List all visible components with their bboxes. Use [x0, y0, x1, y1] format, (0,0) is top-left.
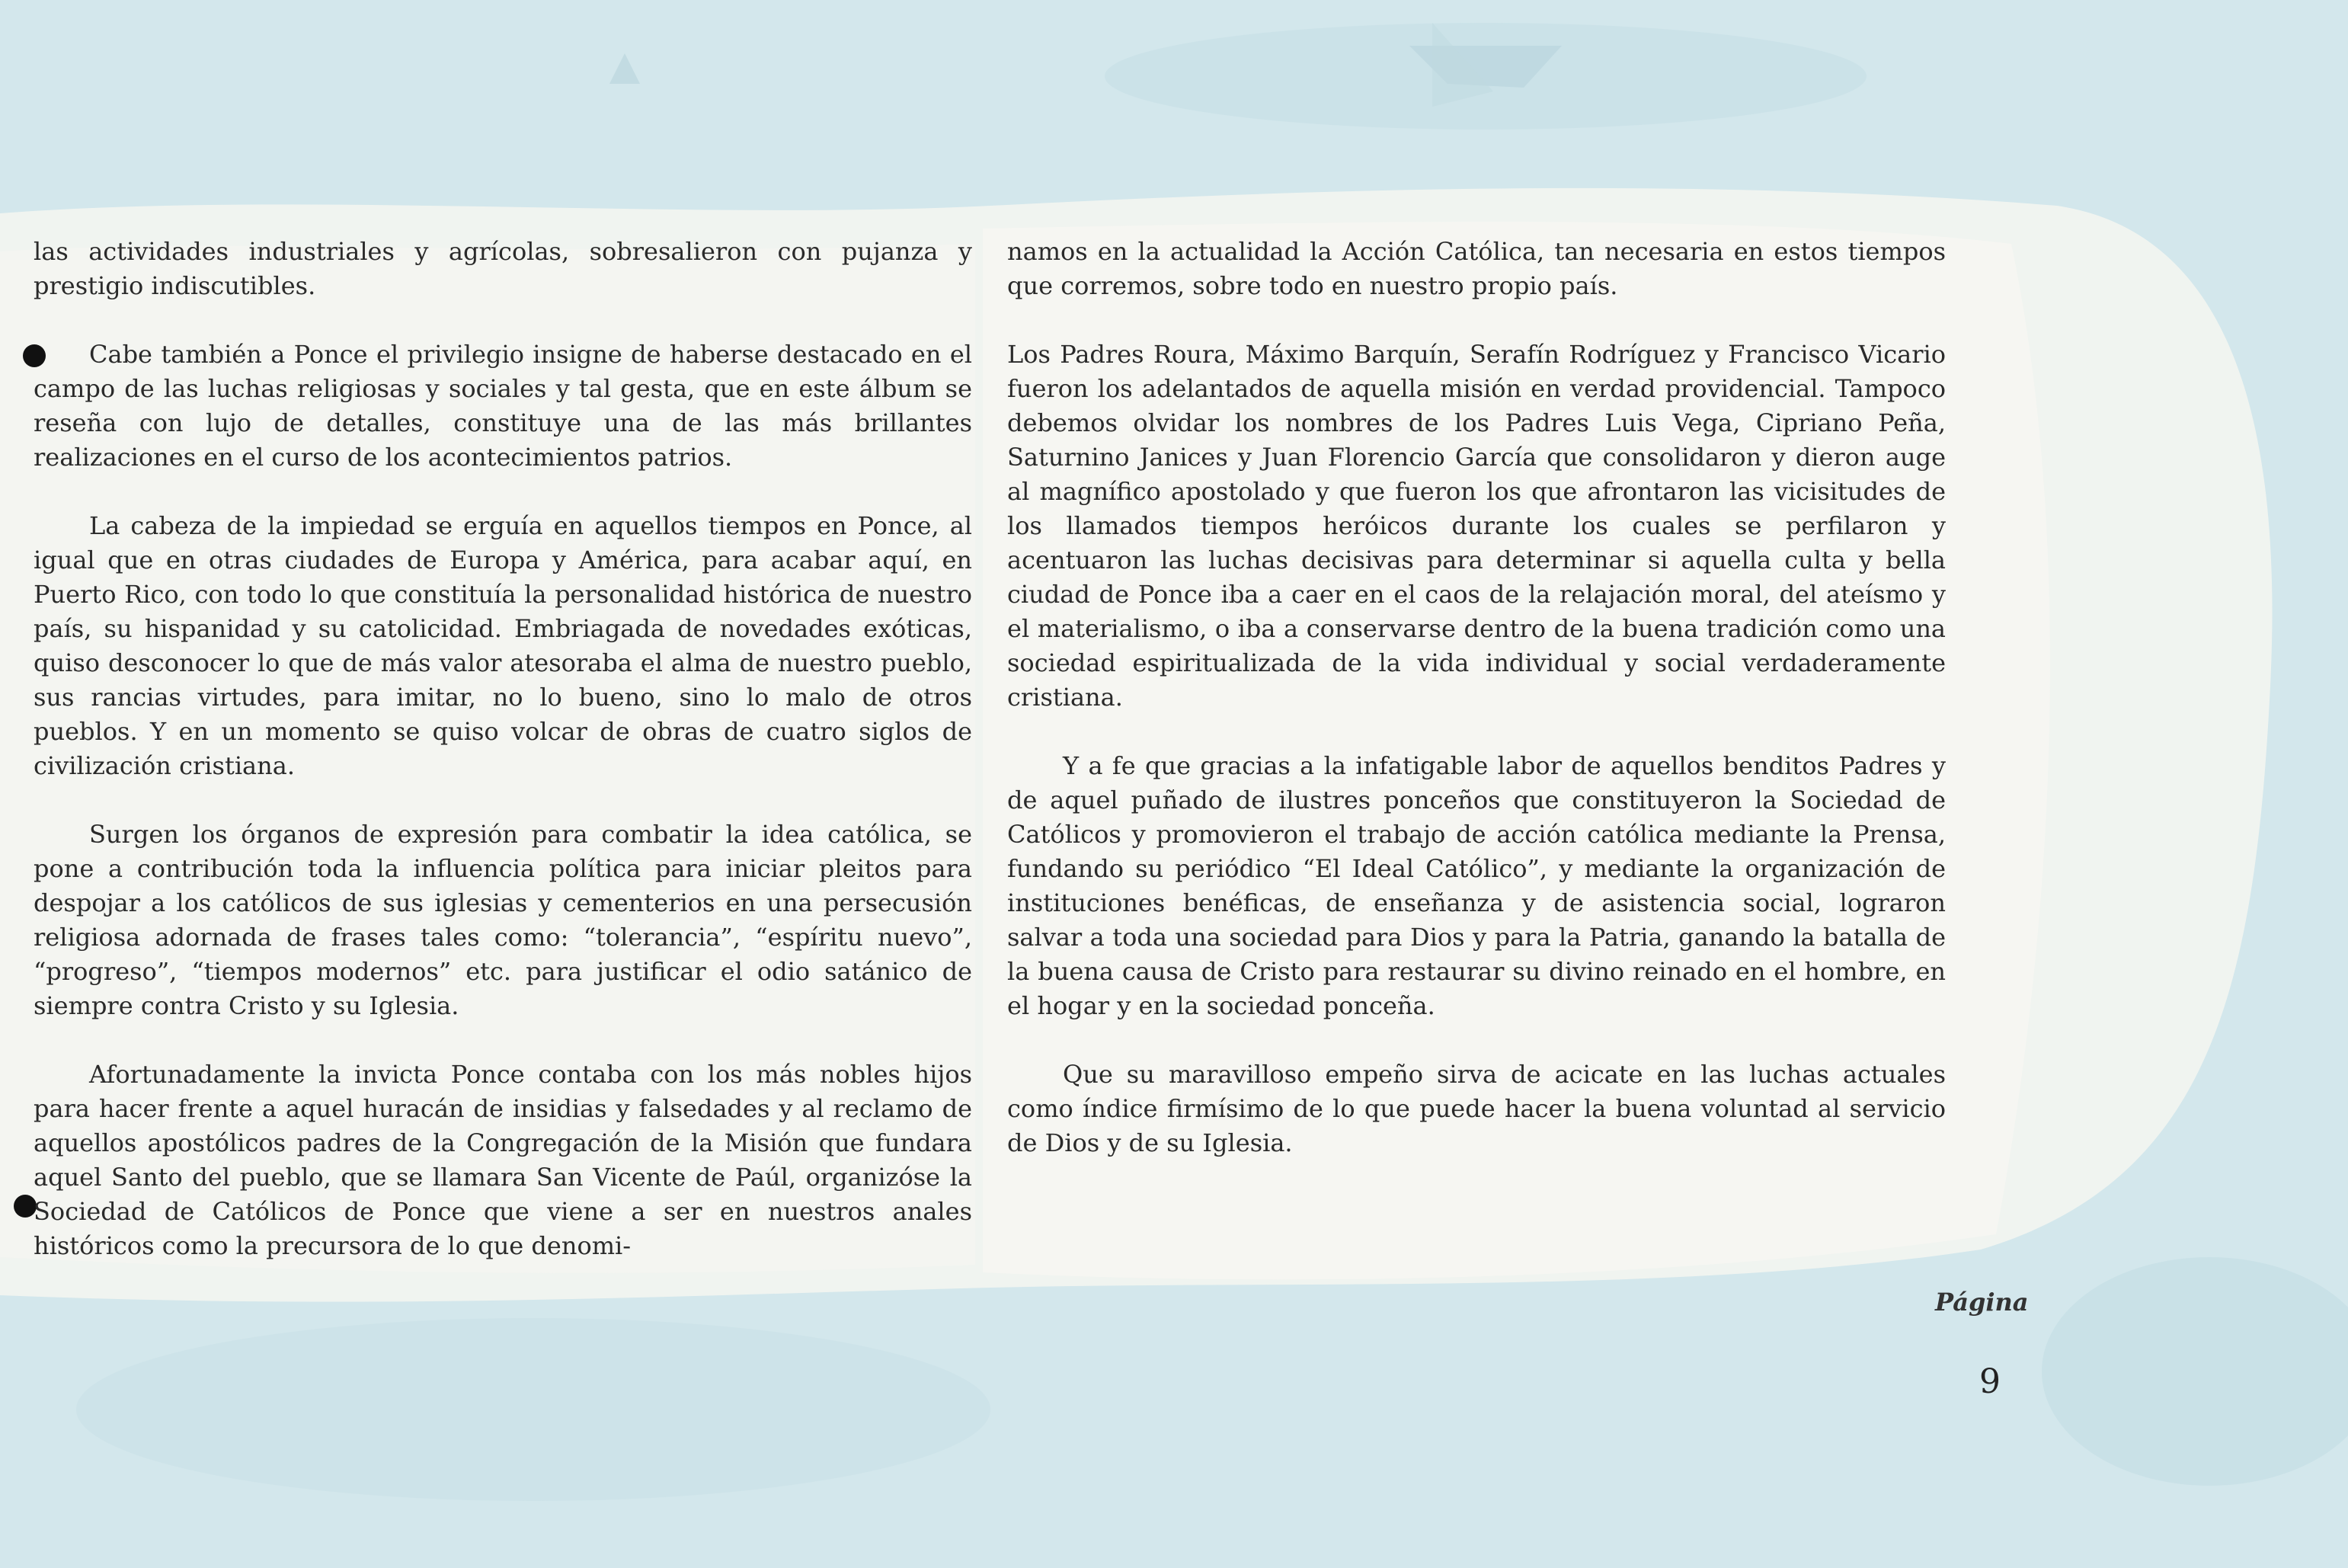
paragraph: Que su maravilloso empeño sirva de acicate en las luchas actuales como índice firmísimo de lo que puede hacer la buena voluntad al servicio de Dios y de su Iglesia.	[1007, 1060, 1946, 1157]
paragraph: las actividades industriales y agrícolas, sobresalieron con pujanza y prestigio indiscutibles.	[34, 237, 972, 300]
right-text-column	[1007, 235, 1946, 1195]
left-text-column	[34, 235, 972, 1298]
paragraph: Los Padres Roura, Máximo Barquín, Serafín Rodríguez y Francisco Vicario fueron los adelantados de aquella misión en verdad providencial. Tampoco debemos olvidar los nombres de los Padres Luis Vega, Cipriano Peña, Saturnino Janices y Juan Florencio García que consolidaron y dieron auge al magnífico apostolado y que fueron los que afrontaron las vicisitudes de los llamados tiempos heróicos durante los cuales se perfilaron y acentuaron las luchas decisivas para determinar si aquella culta y bella ciudad de Ponce iba a caer en el caos de la relajación moral, del ateísmo y el materialismo, o iba a conservarse dentro de la buena tradición como una sociedad espiritualizada de la vida individual y social verdaderamente cristiana.	[1007, 340, 1946, 712]
paragraph: Afortunadamente la invicta Ponce contaba con los más nobles hijos para hacer frente a aquel huracán de insidias y falsedades y al reclamo de aquellos apostólicos padres de la Congregación de la Misión que fundara aquel Santo del pueblo, que se llamara San Vicente de Paúl, organizóse la Sociedad de Católicos de Ponce que viene a ser en nuestros anales históricos como la precursora de lo que denomi-	[34, 1060, 972, 1260]
page-number: 9	[1979, 1362, 2001, 1401]
paragraph: namos en la actualidad la Acción Católica, tan necesaria en estos tiempos que corremos, sobre todo en nuestro propio país.	[1007, 237, 1946, 300]
paragraph: Cabe también a Ponce el privilegio insigne de haberse destacado en el campo de las luchas religiosas y sociales y tal gesta, que en este álbum se reseña con lujo de detalles, constituye una de las más brillantes realizaciones en el curso de los acontecimientos patrios.	[34, 340, 972, 472]
paragraph: Y a fe que gracias a la infatigable labor de aquellos benditos Padres y de aquel puñado de ilustres ponceños que constituyeron la Sociedad de Católicos y promovieron el trabajo de acción católica mediante la Prensa, fundando su periódico “El Ideal Católico”, y mediante la organización de instituciones benéficas, de enseñanza y de asistencia social, lograron salvar a toda una sociedad para Dios y para la Patria, ganando la batalla de la buena causa de Cristo para restaurar su divino reinado en el hombre, en el hogar y en la sociedad ponceña.	[1007, 751, 1946, 1020]
paragraph: La cabeza de la impiedad se erguía en aquellos tiempos en Ponce, al igual que en otras ciudades de Europa y América, para acabar aquí, en Puerto Rico, con todo lo que constituía la personalidad histórica de nuestro país, su hispanidad y su catolicidad. Embriagada de novedades exóticas, quiso desconocer lo que de más valor atesoraba el alma de nuestro pueblo, sus rancias virtudes, para imitar, no lo bueno, sino lo malo de otros pueblos. Y en un momento se quiso volcar de obras de cuatro siglos de civilización cristiana.	[34, 511, 972, 780]
page-label: Página	[1935, 1288, 2029, 1317]
paragraph: Surgen los órganos de expresión para combatir la idea católica, se pone a contribución toda la influencia política para iniciar pleitos para despojar a los católicos de sus iglesias y cementerios en una persecusión religiosa adornada de frases tales como: “tolerancia”, “espíritu nuevo”, “progreso”, “tiempos modernos” etc. para justificar el odio satánico de siempre contra Cristo y su Iglesia.	[34, 820, 972, 1020]
